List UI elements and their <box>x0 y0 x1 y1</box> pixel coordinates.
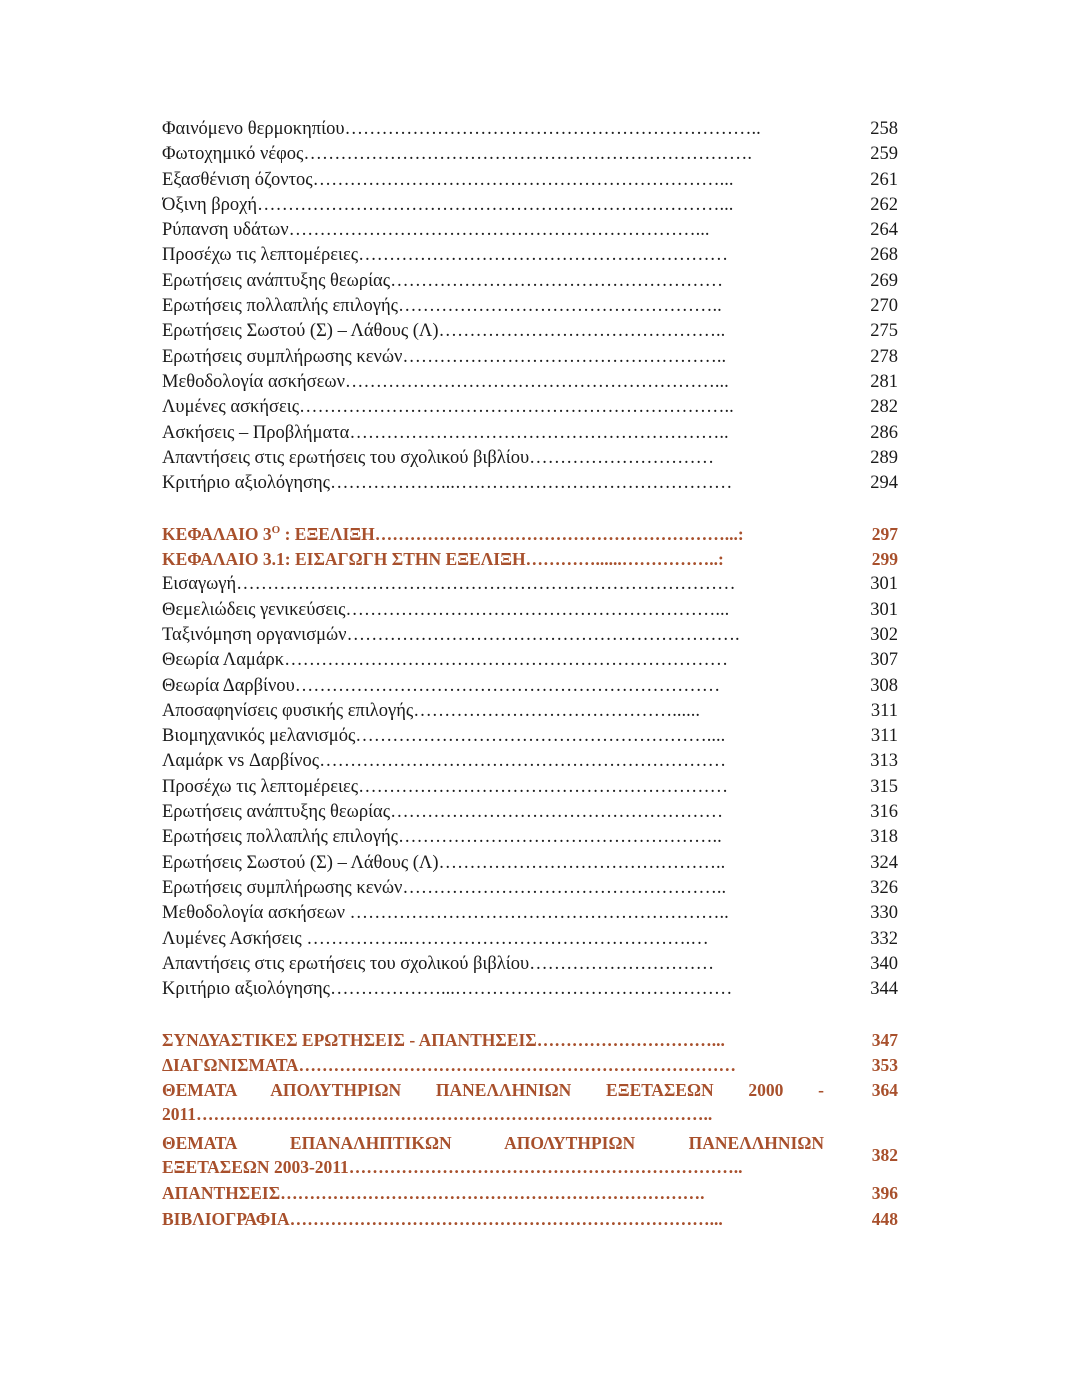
page-number: 307 <box>870 650 898 671</box>
toc-entry[interactable] <box>162 674 898 699</box>
page-number: 315 <box>870 776 898 797</box>
toc-entry[interactable] <box>162 395 898 420</box>
page-number: 313 <box>870 751 898 772</box>
page-number: 294 <box>870 473 898 494</box>
page-number: 316 <box>870 802 898 823</box>
spacer <box>162 1002 898 1027</box>
page-number: 364 <box>871 1080 898 1101</box>
entry-title: Ταξινόμηση οργανισμών………………………………………………………. <box>162 624 740 645</box>
entry-title: Ερωτήσεις πολλαπλής επιλογής…………………………………………….. <box>162 296 722 317</box>
table-of-contents <box>162 117 898 1232</box>
page-number: 344 <box>870 979 898 1000</box>
toc-entry[interactable] <box>162 471 898 496</box>
entry-title: Απαντήσεις στις ερωτήσεις του σχολικού βιβλίου………………………… <box>162 447 715 468</box>
entry-title: Φωτοχημικό νέφος………………………………………………………………. <box>162 144 752 165</box>
page-number: 270 <box>870 296 898 317</box>
page-number: 448 <box>871 1208 898 1229</box>
entry-title: Ερωτήσεις συμπλήρωσης κενών…………………………………………….. <box>162 877 727 898</box>
toc-entry[interactable] <box>162 269 898 294</box>
toc-entry[interactable] <box>162 775 898 800</box>
entry-title: ΑΠΑΝΤΗΣΕΙΣ………………………………………………………………. <box>162 1183 705 1204</box>
toc-section-environment <box>162 117 898 496</box>
entry-title: Βιομηχανικός μελανισμός………………………………………………….... <box>162 726 726 747</box>
toc-entry[interactable] <box>162 623 898 648</box>
page-number: 278 <box>870 346 898 367</box>
entry-title: Θεμελιώδεις γενικεύσεις……………………………………………………... <box>162 599 730 620</box>
toc-chapter-3[interactable] <box>162 522 898 547</box>
toc-entry[interactable] <box>162 952 898 977</box>
toc-bibliography[interactable] <box>162 1207 898 1232</box>
toc-entry[interactable] <box>162 876 898 901</box>
toc-entry[interactable] <box>162 243 898 268</box>
toc-entry[interactable] <box>162 319 898 344</box>
entry-title: Ερωτήσεις πολλαπλής επιλογής…………………………………………….. <box>162 827 722 848</box>
toc-entry[interactable] <box>162 800 898 825</box>
entry-title: Αποσαφηνίσεις φυσικής επιλογής……………………………………...... <box>162 700 700 721</box>
entry-title: Εξασθένιση όζοντος…………………………………………………………... <box>162 169 734 190</box>
toc-entry[interactable] <box>162 724 898 749</box>
toc-tests[interactable] <box>162 1053 898 1078</box>
entry-title: Ερωτήσεις Σωστού (Σ) – Λάθους (Λ)……………………………………….. <box>162 321 726 342</box>
entry-title: Προσέχω τις λεπτομέρειες…………………………………………………… <box>162 245 729 266</box>
page-number: 297 <box>871 523 898 544</box>
toc-entry[interactable] <box>162 345 898 370</box>
page-number: 396 <box>871 1183 898 1204</box>
toc-combined-questions[interactable] <box>162 1028 898 1053</box>
toc-entry[interactable] <box>162 749 898 774</box>
toc-entry[interactable] <box>162 294 898 319</box>
entry-title: Όξινη βροχή…………………………………………………………………... <box>162 194 734 215</box>
page-number: 281 <box>870 371 898 392</box>
page-number: 282 <box>870 397 898 418</box>
chapter-title: ΚΕΦΑΛΑΙΟ 3.1: ΕΙΣΑΓΩΓΗ ΣΤΗΝ ΕΞΕΛΙΞΗ…………......……………..: <box>162 549 724 570</box>
entry-title-line2: 2011…………………………………………………………………………….. <box>162 1104 713 1125</box>
toc-answers[interactable] <box>162 1181 898 1206</box>
page-number: 259 <box>870 144 898 165</box>
page-number: 269 <box>870 270 898 291</box>
entry-title: ΒΙΒΛΙΟΓΡΑΦΙΑ………………………………………………………………... <box>162 1208 723 1229</box>
entry-title <box>162 1078 824 1126</box>
toc-entry[interactable] <box>162 927 898 952</box>
entry-title-line1: ΘΕΜΑΤΑ ΑΠΟΛΥΤΗΡΙΩΝ ΠΑΝΕΛΛΗΝΙΩΝ ΕΞΕΤΑΣΕΩΝ 2000 - <box>162 1080 824 1101</box>
page-number: 262 <box>870 194 898 215</box>
toc-entry[interactable] <box>162 446 898 471</box>
toc-entry[interactable] <box>162 572 898 597</box>
toc-entry[interactable] <box>162 421 898 446</box>
entry-title-line2: ΕΞΕΤΑΣΕΩΝ 2003-2011………………………………………………………….. <box>162 1157 743 1178</box>
page-number: 301 <box>870 574 898 595</box>
page-number: 258 <box>870 119 898 139</box>
entry-title: Θεωρία Λαμάρκ……………………………………………………………… <box>162 650 729 671</box>
entry-title: Ερωτήσεις Σωστού (Σ) – Λάθους (Λ)……………………………………….. <box>162 852 726 873</box>
page-number: 330 <box>870 903 898 924</box>
page-number: 308 <box>870 675 898 696</box>
entry-title: Θεωρία Δαρβίνου…………………………………………………………… <box>162 675 721 696</box>
toc-entry[interactable] <box>162 117 898 142</box>
page-number: 264 <box>870 220 898 241</box>
page-number: 311 <box>870 700 898 721</box>
page-number: 311 <box>870 726 898 747</box>
toc-entry[interactable] <box>162 699 898 724</box>
page-number: 286 <box>870 422 898 443</box>
page-number: 332 <box>870 928 898 949</box>
page-number: 299 <box>871 549 898 570</box>
entry-title <box>162 1131 824 1179</box>
toc-panhellenic-exams[interactable] <box>162 1078 898 1126</box>
entry-title: Λυμένες Ασκήσεις ……………..……………………………………….… <box>162 928 709 949</box>
toc-entry[interactable] <box>162 648 898 673</box>
entry-title: Φαινόμενο θερμοκηπίου………………………………………………………….. <box>162 119 761 139</box>
page-number: 318 <box>870 827 898 848</box>
entry-title: Μεθοδολογία ασκήσεων …………………………………………………….. <box>162 903 729 924</box>
toc-entry[interactable] <box>162 142 898 167</box>
toc-entry[interactable] <box>162 168 898 193</box>
page-number: 275 <box>870 321 898 342</box>
toc-entry[interactable] <box>162 851 898 876</box>
entry-title: Εισαγωγή……………………………………………………………………… <box>162 574 736 595</box>
toc-entry[interactable] <box>162 598 898 623</box>
page-number: 347 <box>871 1029 898 1050</box>
page-number: 326 <box>870 877 898 898</box>
chapter-title: ΚΕΦΑΛΑΙΟ $3^O$ : ΕΞΕΛΙΞΗ……………………………………………………...: <box>162 523 744 544</box>
page-number: 353 <box>871 1054 898 1075</box>
entry-title: ΣΥΝΔΥΑΣΤΙΚΕΣ ΕΡΩΤΗΣΕΙΣ - ΑΠΑΝΤΗΣΕΙΣ…………………………... <box>162 1029 725 1050</box>
page-number: 382 <box>871 1145 898 1166</box>
entry-title-line1: ΘΕΜΑΤΑ ΕΠΑΝΑΛΗΠΤΙΚΩΝ ΑΠΟΛΥΤΗΡΙΩΝ ΠΑΝΕΛΛΗΝΙΩΝ <box>162 1133 824 1154</box>
entry-title: Λυμένες ασκήσεις…………………………………………………………….. <box>162 397 734 418</box>
entry-title: Μεθοδολογία ασκήσεων……………………………………………………... <box>162 371 729 392</box>
toc-entry[interactable] <box>162 218 898 243</box>
page-number: 340 <box>870 953 898 974</box>
toc-section-evolution <box>162 572 898 1002</box>
spacer <box>162 496 898 521</box>
page-number: 301 <box>870 599 898 620</box>
toc-entry[interactable] <box>162 825 898 850</box>
page-number: 302 <box>870 624 898 645</box>
page-number: 268 <box>870 245 898 266</box>
entry-title: Ασκήσεις – Προβλήματα…………………………………………………….. <box>162 422 729 443</box>
entry-title: Κριτήριο αξιολόγησης………………...……………………………………… <box>162 473 733 494</box>
entry-title: Ερωτήσεις ανάπτυξης θεωρίας……………………………………………… <box>162 270 724 291</box>
toc-entry[interactable] <box>162 193 898 218</box>
entry-title: Ερωτήσεις συμπλήρωσης κενών…………………………………………….. <box>162 346 727 367</box>
page-number: 289 <box>870 447 898 468</box>
page-number: 324 <box>870 852 898 873</box>
toc-entry[interactable] <box>162 901 898 926</box>
entry-title: Λαμάρκ vs Δαρβίνος………………………………………………………… <box>162 751 727 772</box>
toc-entry[interactable] <box>162 977 898 1002</box>
toc-chapter-3-1[interactable] <box>162 547 898 572</box>
page-number: 261 <box>870 169 898 190</box>
entry-title: Απαντήσεις στις ερωτήσεις του σχολικού βιβλίου………………………… <box>162 953 715 974</box>
entry-title: Ερωτήσεις ανάπτυξης θεωρίας……………………………………………… <box>162 802 724 823</box>
toc-repeat-exams[interactable] <box>162 1131 898 1179</box>
toc-entry[interactable] <box>162 370 898 395</box>
entry-title: Κριτήριο αξιολόγησης………………...……………………………………… <box>162 979 733 1000</box>
entry-title: Ρύπανση υδάτων…………………………………………………………... <box>162 220 710 241</box>
entry-title: ΔΙΑΓΩΝΙΣΜΑΤΑ………………………………………………………………… <box>162 1054 737 1075</box>
entry-title: Προσέχω τις λεπτομέρειες…………………………………………………… <box>162 776 729 797</box>
